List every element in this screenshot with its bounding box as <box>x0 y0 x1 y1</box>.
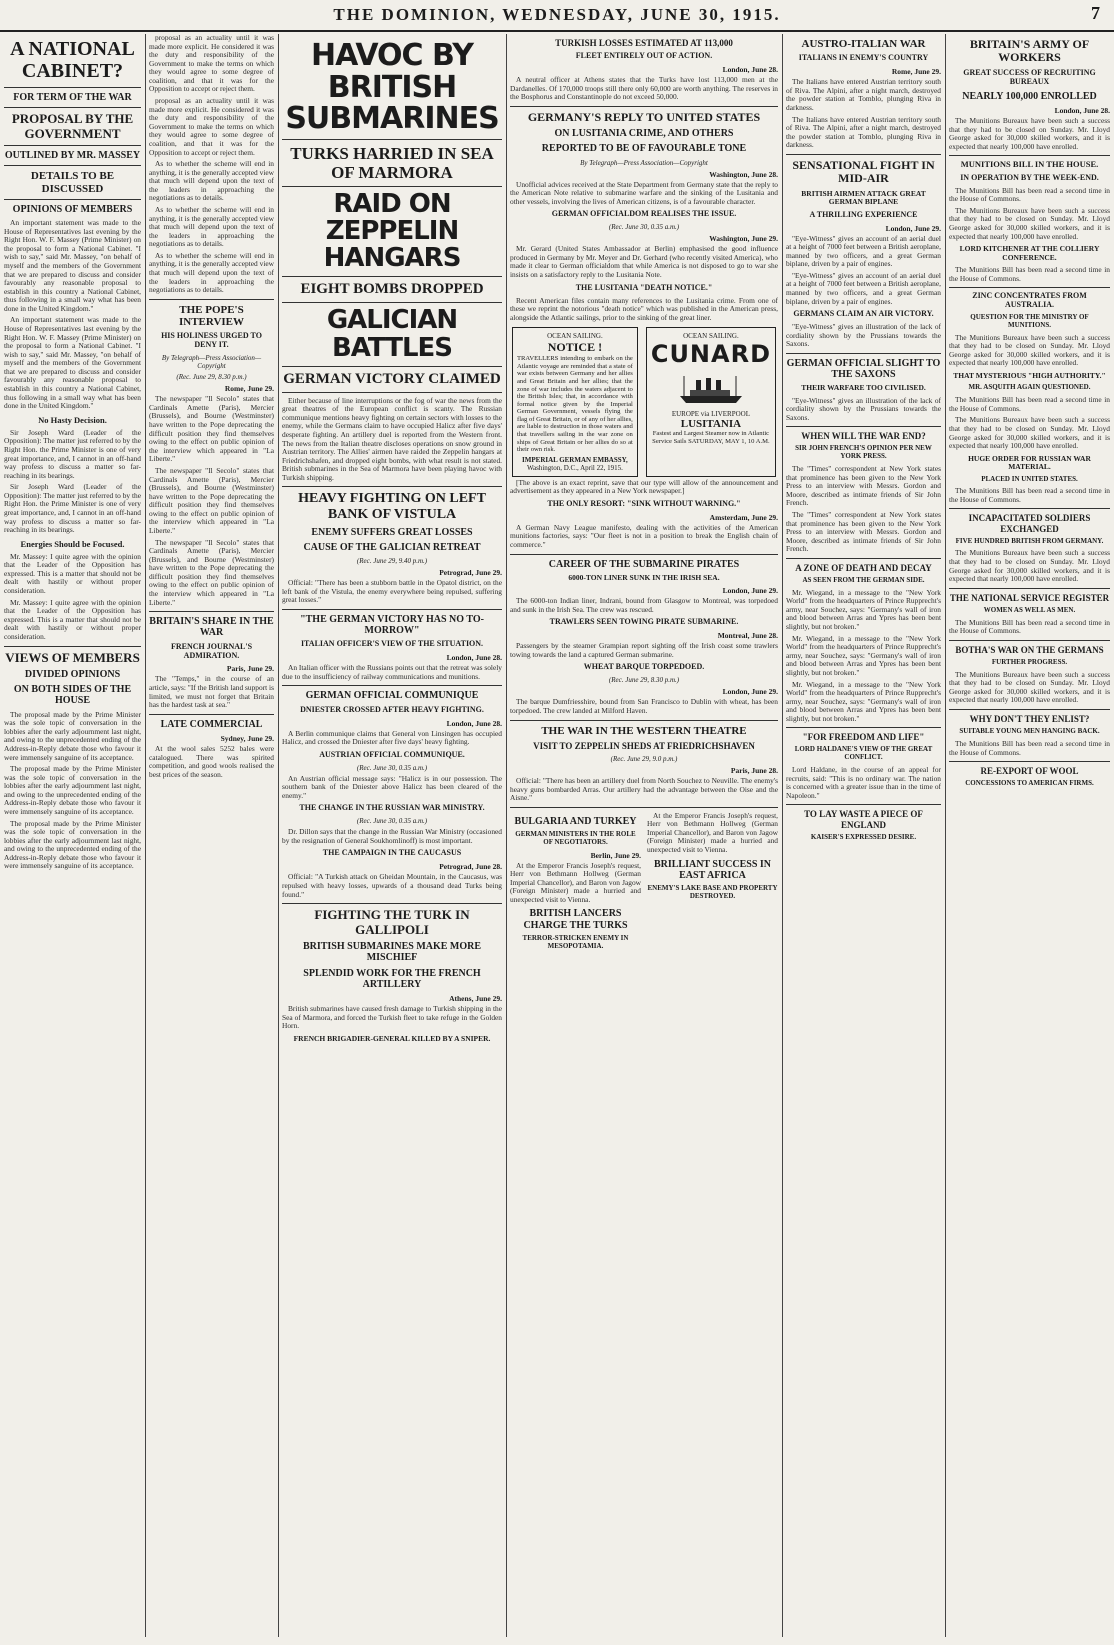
dateline: London, June 28. <box>722 65 778 75</box>
subheading: ITALIANS IN ENEMY'S COUNTRY <box>798 53 929 63</box>
main-headline: HAVOC BY BRITISH SUBMARINES <box>285 38 499 136</box>
article-text: Sir Joseph Ward (Leader of the Opposition): The matter just referred to by the Right Hon. the Prime Minister is one of very great importance, and, I cannot in an off-hand way profess to discuss a matter so far-reaching in its bearings. <box>4 482 141 535</box>
ad-label: OCEAN SAILING. <box>547 332 603 341</box>
dateline: Paris, June 28. <box>730 765 778 775</box>
article-text: As to whether the scheme will end in anything, it is the generally accepted view that much will depend upon the text of the leaders in approaching the negotiations as to details. <box>149 204 274 249</box>
subheading: AS SEEN FROM THE GERMAN SIDE. <box>802 575 925 584</box>
dateline: Sydney, June 29. <box>220 733 274 743</box>
cunard-ship: LUSITANIA <box>680 418 742 431</box>
cunard-route: EUROPE via LIVERPOOL <box>671 410 750 419</box>
article-text: The Italians have entered Austrian territory south of Riva. The Alpini, after a night march, destroyed the powder station at Tomblo, plunging Riva in darkness. <box>786 77 941 112</box>
article-headline: THE LUSITANIA "DEATH NOTICE." <box>575 282 713 292</box>
article-text: At the Emperor Francis Joseph's request, Herr von Bethmann Hollweg (German Imperial Chancellor), and Baron von Jagow (Foreign Minister) made a hurried and unexpected visit to Vienna. <box>647 810 778 855</box>
byline: By Telegraph—Press Association—Copyright <box>580 158 708 167</box>
subheading: ON LUSITANIA CRIME, AND OTHERS <box>554 128 734 140</box>
column-2 <box>149 34 274 1637</box>
column-5 <box>786 34 941 1637</box>
article-text: The newspaper "Il Secolo" states that Cardinals Amette (Paris), Mercier (Brussels), and Bourne (Westminster) have written to the Pope deprecating the difficult position they find themselves owing to the effect on public opinion of the interview which appeared in "La Liberte." <box>149 537 274 607</box>
column-4 <box>510 34 778 1637</box>
article-headline: GERMANY'S REPLY TO UNITED STATES <box>527 109 761 124</box>
article-headline: HEAVY FIGHTING ON LEFT BANK OF VISTULA <box>298 491 486 523</box>
column-rule <box>278 34 279 1637</box>
article-text: At the Emperor Francis Joseph's request, Herr von Bethmann Hollweg (German Imperial Chancellor), and Baron von Jagow (Foreign Minister) made a hurried and unexpected visit to Vienna. <box>510 860 641 904</box>
dateline: Petrograd, June 29. <box>439 568 502 578</box>
article-text: The proposal made by the Prime Minister was the sole topic of conversation in the lobbies after the early adjournment last night, and owing to the unprecedented ending of the Address-in-Reply debate those who favour it were immensely sanguine of its acceptance. <box>4 764 141 816</box>
article-text: "Eye-Witness" gives an illustration of the lack of cordiality shown by the Prussians towards the Saxons. <box>786 395 941 422</box>
article-text: An important statement was made to the House of Representatives last evening by the Right Hon. W. F. Massey (Prime Minister) on the proposal to form a National Cabinet. "I wish to say," said Mr. Massey, "on behalf of myself and the members of the Government that we are prepared to discuss and consider favourably any reasonable proposal to establish in this country a National Cabinet, thus following in a small way what has been done in the United Kingdom." <box>4 218 141 313</box>
subheading: MR. ASQUITH AGAIN QUESTIONED. <box>968 383 1091 392</box>
subheading: EIGHT BOMBS DROPPED <box>300 281 484 298</box>
main-headline: RAID ON ZEPPELIN HANGARS <box>323 188 461 274</box>
subheading: PROPOSAL BY THE GOVERNMENT <box>11 110 134 141</box>
subheading: BRITISH SUBMARINES MAKE MORE MISCHIEF <box>302 941 482 964</box>
article-headline: SENSATIONAL FIGHT IN MID-AIR <box>792 157 935 186</box>
article-headline: ZINC CONCENTRATES FROM AUSTRALIA. <box>972 291 1087 310</box>
article-text: The newspaper "Il Secolo" states that Cardinals Amette (Paris), Mercier (Brussels), and Bourne (Westminster) have written to the Pope deprecating the difficult position they find themselves owing to the effect on public opinion of the interview which appeared in "La Liberte." <box>149 465 274 535</box>
article-headline: WHEN WILL THE WAR END? <box>801 431 926 442</box>
column-6 <box>949 34 1110 1637</box>
subheading: SPLENDID WORK FOR THE FRENCH ARTILLERY <box>303 967 481 990</box>
subheading: HIS HOLINESS URGED TO DENY IT. <box>161 331 262 350</box>
article-headline: TURKISH LOSSES ESTIMATED AT 113,000 <box>555 38 733 48</box>
received-time: (Rec. June 30, 0.35 a.m.) <box>356 817 428 826</box>
article-text: As to whether the scheme will end in anything, it is the generally accepted view that much will depend upon the text of the leaders in approaching the negotiations as to details. <box>149 250 274 295</box>
german-embassy-notice <box>512 327 638 477</box>
article-headline: THE WAR IN THE WESTERN THEATRE <box>541 724 747 737</box>
article-headline: VIEWS OF MEMBERS <box>5 649 140 665</box>
article-headline: "FOR FREEDOM AND LIFE" <box>802 732 925 743</box>
article-text: The "Temps," in the course of an article, says: "If the British land support is limited, we must not forget that Britain has the hardest task at sea." <box>149 674 274 710</box>
article-headline: HUGE ORDER FOR RUSSIAN WAR MATERIAL. <box>968 453 1091 472</box>
article-text: Mr. Wiegand, in a message to the "New York World" from the headquarters of Prince Rupprecht's army, near Souchez, says: "Germany's wall of iron and blood between Arras and Ypres has been bent slightly, but not broken." <box>786 679 941 723</box>
article-text: The Munitions Bill has been read a second time in the House of Commons. <box>949 617 1110 636</box>
dateline: London, June 28. <box>446 653 502 663</box>
subheading: ENEMY SUFFERS GREAT LOSSES <box>311 526 473 538</box>
article-text: The Italians have entered Austrian territory south of Riva. The Alpini, after a night march, destroyed the powder station at Tomblo, plunging Riva in darkness. <box>786 114 941 150</box>
subheading: ENEMY'S LAKE BASE AND PROPERTY DESTROYED. <box>647 883 778 900</box>
article-text: Official: "A Turkish attack on Gheidan Mountain, in the Caucasus, was repulsed with heavy losses, upwards of a thousand dead Turks being found." <box>282 872 502 899</box>
column-rule <box>782 34 783 1637</box>
subheading: CONCESSIONS TO AMERICAN FIRMS. <box>965 779 1094 788</box>
article-headline: BRILLIANT SUCCESS IN EAST AFRICA <box>653 858 772 881</box>
subheading: PLACED IN UNITED STATES. <box>981 474 1078 483</box>
subheading: GERMAN MINISTERS IN THE ROLE OF NEGOTIATORS. <box>515 829 636 846</box>
article-headline: LORD KITCHENER AT THE COLLIERY CONFERENCE. <box>959 244 1100 262</box>
article-text: Passengers by the steamer Grampian report sighting off the Irish coast some trawlers towing towards the land a captured German submarine. <box>510 641 778 659</box>
notice-date: Washington, D.C., April 22, 1915. <box>526 463 623 472</box>
dateline: Athens, June 29. <box>449 993 502 1003</box>
cunard-title: CUNARD <box>650 340 771 369</box>
article-text: proposal as an actuality until it was made more explicit. He considered it was the duty and responsibility of the Government to make the terms on which they would agree to some degree of coalition, and that it was for the Opposition to accept or reject them. <box>149 96 274 157</box>
received-time: (Rec. June 30, 0.35 a.m.) <box>356 763 428 772</box>
dateline: Paris, June 29. <box>226 664 274 674</box>
article-text: As to whether the scheme will end in anything, it is the generally accepted view that much will depend upon the text of the leaders in approaching the negotiations as to details. <box>149 159 274 203</box>
article-text: The Munitions Bureaux have been such a success that they had to be closed on Sunday. Mr. Lloyd George asked for 30,000 skilled workers, and it is expected that nearly 100,000 have enrolled. <box>949 415 1110 451</box>
article-text: An Austrian official message says: "Halicz is in our possession. The southern bank of the Dniester above Halicz has been cleared of the enemy." <box>282 773 502 800</box>
subheading: OPINIONS OF MEMBERS <box>12 203 133 215</box>
notice-title: NOTICE ! <box>547 340 603 355</box>
subheading: THEIR WARFARE TOO CIVILISED. <box>801 383 926 393</box>
article-text: Unofficial advices received at the State Department from Germany state that the reply to the American Note relative to submarine warfare and the sinking of the Lusitania and other vessels, involving the lives of American citizens, is of a favourable character. <box>510 179 778 206</box>
article-text: British submarines have caused fresh damage to Turkish shipping in the Sea of Marmora, and forced the Turkish fleet to take refuge in the Golden Horn. <box>282 1003 502 1031</box>
article-text: The newspaper "Il Secolo" states that Cardinals Amette (Paris), Mercier (Brussels), and Bourne (Westminster) have written to the Pope deprecating the difficult position they find themselves owing to the effect on public opinion of the interview which appeared in "La Liberte." <box>149 394 274 464</box>
article-text: Mr. Wiegand, in a message to the "New York World" from the headquarters of Prince Rupprecht's army, near Souchez, says: "Germany's wall of iron and blood between Arras and Ypres has been bent slightly, but not broken." <box>786 633 941 677</box>
dateline: Montreal, June 28. <box>717 631 778 641</box>
article-headline: INCAPACITATED SOLDIERS EXCHANGED <box>968 513 1091 534</box>
subheading: ITALIAN OFFICER'S VIEW OF THE SITUATION. <box>300 639 484 649</box>
article-text: The "Times" correspondent at New York states that prominence has been given to the New York Press to an interview with Messrs. Gordon and Moore, described as intimate friends of Sir John French. <box>786 464 941 508</box>
masthead-title: THE DOMINION, WEDNESDAY, JUNE 30, 1915. <box>333 5 781 24</box>
article-text: An important statement was made to the House of Representatives last evening by the Right Hon. W. F. Massey (Prime Minister) on the proposal to form a National Cabinet. "I wish to say," said Mr. Massey, "on behalf of myself and the members of the Government that we are prepared to discuss and consider favourably any reasonable proposal to establish in this country a National Cabinet, thus following in a small way what has been done in the United Kingdom." <box>4 315 141 411</box>
minor-heading: No Hasty Decision. <box>38 414 107 425</box>
article-text: The Munitions Bill has been read a second time in the House of Commons. <box>949 738 1110 757</box>
subheading: NEARLY 100,000 ENROLLED <box>962 90 1097 102</box>
article-text: The barque Dumfriesshire, bound from San Francisco to Dublin with wheat, has been torpedoed. The crew landed at Milford Haven. <box>510 697 778 715</box>
subheading: GERMAN VICTORY CLAIMED <box>283 370 501 387</box>
received-time: (Rec. June 29, 9.40 p.m.) <box>356 557 428 566</box>
subheading: FRENCH JOURNAL'S ADMIRATION. <box>170 641 253 660</box>
article-headline: AUSTRIAN OFFICIAL COMMUNIQUE. <box>319 749 465 759</box>
subheading: SIR JOHN FRENCH'S OPINION PER NEW YORK PRESS. <box>795 444 932 461</box>
subheading: DNIESTER CROSSED AFTER HEAVY FIGHTING. <box>300 704 484 714</box>
split-section <box>510 812 778 955</box>
article-headline: BULGARIA AND TURKEY <box>514 815 637 827</box>
subheading: DIVIDED OPINIONS <box>24 669 121 681</box>
subheading: WOMEN AS WELL AS MEN. <box>983 605 1076 614</box>
article-text: The Munitions Bureaux have been such a success that they had to be closed on Sunday. Mr. Lloyd George asked for 30,000 skilled workers, and it is expected that nearly 100,000 have enrolled. <box>949 332 1110 368</box>
byline: By Telegraph—Press Association—Copyright <box>161 354 262 371</box>
article-text: The Munitions Bureaux have been such a success that they had to be closed on Sunday. Mr. Lloyd George asked for 30,000 skilled workers, and it is expected that nearly 100,000 have enrolled. <box>949 669 1110 705</box>
article-headline: THE ONLY RESORT: "SINK WITHOUT WARNING." <box>547 498 741 508</box>
article-text: Either because of line interruptions or the fog of war the news from the great theatres of the European conflict is scanty. The Russian communique mentions heavy fighting on certain sectors with losses to the enemy, while the Germans claim to have occupied Halicz after five days' desperate fighting. An artillery duel is reported from the Western front. The news from the Italian theatre discloses operations on snow ground in Austrian territory. The Allies' airmen have raided the Zeppelin hangars at Friedrichshafen, and dropped eight bombs, with what result is not stated. British submarines in the Sea of Marmora have been playing havoc with Turkish shipping. <box>282 395 502 482</box>
subheading: ON BOTH SIDES OF THE HOUSE <box>13 684 132 707</box>
subheading: CAUSE OF THE GALICIAN RETREAT <box>303 541 481 553</box>
dateline: Washington, June 28. <box>709 169 778 179</box>
article-headline: THE CAMPAIGN IN THE CAUCASUS <box>322 848 462 858</box>
article-headline: BRITISH LANCERS CHARGE THE TURKS <box>523 908 628 931</box>
column-3 <box>282 34 502 1637</box>
received-time: (Rec. June 30, 0.35 a.m.) <box>608 223 680 232</box>
subheading: KAISER'S EXPRESSED DESIRE. <box>810 832 917 841</box>
article-headline: THE CHANGE IN THE RUSSIAN WAR MINISTRY. <box>299 803 485 813</box>
main-headline: GALICIAN BATTLES <box>326 305 458 363</box>
subheading: SUITABLE YOUNG MEN HANGING BACK. <box>959 727 1100 736</box>
article-text: Mr. Wiegand, in a message to the "New York World" from the headquarters of Prince Rupprecht's army, near Souchez, says: "Germany's wall of iron and blood between Arras and Ypres has been bent slightly, but not broken." <box>786 587 941 632</box>
page-number: 7 <box>1091 3 1100 23</box>
article-headline: AUSTRO-ITALIAN WAR <box>801 38 926 50</box>
article-text: Mr. Gerard (United States Ambassador at Berlin) emphasised the good influence produced in Germany by Mr. Meyer and Dr. Gerhard (who recently visited America), who made it clear to German officialdom that while America is not disposed to go to war she insists on a satisfactory reply to the Lusitania Note. <box>510 244 778 279</box>
article-text: The Munitions Bill has been read a second time in the House of Commons. <box>949 185 1110 204</box>
subheading: FLEET ENTIRELY OUT OF ACTION. <box>575 51 713 61</box>
dateline: London, June 29. <box>885 223 941 233</box>
subheading: LORD HALDANE'S VIEW OF THE GREAT CONFLICT. <box>794 745 933 762</box>
article-text: Dr. Dillon says that the change in the Russian War Ministry (occasioned by the resignation of General Soukhomlinoff) is most important. <box>282 827 502 845</box>
column-rule <box>506 34 507 1637</box>
article-headline: THE POPE'S INTERVIEW <box>178 303 245 329</box>
dateline: Washington, June 29. <box>709 234 778 244</box>
article-headline: GERMAN OFFICIAL SLIGHT TO THE SAXONS <box>786 357 941 380</box>
subheading: A THRILLING EXPERIENCE <box>809 209 918 219</box>
article-headline: CAREER OF THE SUBMARINE PIRATES <box>548 558 740 570</box>
article-text: The Munitions Bureaux have been such a success that they had to be closed on Sunday. Mr. Lloyd George asked for 30,000 skilled workers, and it is expected that nearly 100,000 have enrolled. <box>949 548 1110 584</box>
subheading: QUESTION FOR THE MINISTRY OF MUNITIONS. <box>970 313 1089 329</box>
article-headline: BRITAIN'S ARMY OF WORKERS <box>969 37 1090 65</box>
article-text: The "Times" correspondent at New York states that prominence has been given to the New York Press to an interview with Messrs. Gordon and Moore, described as intimate friends of Sir John French. <box>786 509 941 554</box>
minor-heading: Energies Should be Focused. <box>20 538 125 549</box>
ship-icon <box>676 372 746 406</box>
article-headline: FIGHTING THE TURK IN GALLIPOLI <box>314 907 470 937</box>
article-text: The 6000-ton Indian liner, Indrani, bound from Glasgow to Montreal, was torpedoed and sunk in the Irish Sea. The crew was rescued. <box>510 596 778 614</box>
article-headline: WHEAT BARQUE TORPEDOED. <box>583 662 705 672</box>
bulgaria-article <box>510 812 641 955</box>
subheading: DETAILS TO BE DISCUSSED <box>30 170 115 195</box>
subheading: TERROR-STRICKEN ENEMY IN MESOPOTAMIA. <box>522 933 629 950</box>
subheading: FURTHER PROGRESS. <box>991 657 1068 666</box>
received-time: (Rec. June 29, 8.30 p.m.) <box>176 373 247 382</box>
article-text: The Munitions Bill has been read a second time in the House of Commons. <box>949 486 1110 504</box>
received-time: (Rec. June 29, 9.0 p.m.) <box>610 754 678 763</box>
dateline: London, June 29. <box>722 687 778 697</box>
article-headline: TRAWLERS SEEN TOWING PIRATE SUBMARINE. <box>549 617 739 627</box>
article-headline: TO LAY WASTE A PIECE OF ENGLAND <box>804 809 923 830</box>
article-text: The proposal made by the Prime Minister was the sole topic of conversation in the lobbies after the early adjournment last night, and owing to the unprecedented ending of the Address-in-Reply debate those who favour it were immensely sanguine of its acceptance. <box>4 709 141 762</box>
subheading: TURKS HARRIED IN SEA OF MARMORA <box>290 143 494 182</box>
dateline: London, June 28. <box>446 718 502 728</box>
dateline: London, June 28. <box>1054 105 1110 115</box>
east-africa-article <box>647 812 778 955</box>
article-text: A Berlin communique claims that General von Linsingen has occupied Halicz, and crossed the Dniester after five days' heavy fighting. <box>282 728 502 747</box>
notice-signature: IMPERIAL GERMAN EMBASSY, <box>522 455 628 464</box>
article-headline: WHY DON'T THEY ENLIST? <box>969 714 1090 725</box>
article-text: "Eye-Witness" gives an account of an aerial duel at a height of 7000 feet between a British aeroplane, manned by two officers, and a great German biplane, driven by a pair of engines. <box>786 270 941 306</box>
article-text: [The above is an exact reprint, save that our type will allow of the announcement and advertisement as they appeared in a New York newspaper.] <box>510 477 778 496</box>
article-text: The Munitions Bill has been read a second time in the House of Commons. <box>949 265 1110 283</box>
article-headline: A NATIONAL CABINET? <box>10 38 135 83</box>
masthead <box>0 0 1114 32</box>
article-text: Official: "There has been a stubborn battle in the Opatol district, on the left bank of the Vistula, the enemy everywhere being repulsed, suffering great losses." <box>282 578 502 605</box>
dateline: Rome, June 29. <box>224 384 274 394</box>
subheading: BRITISH AIRMEN ATTACK GREAT GERMAN BIPLANE <box>801 188 926 207</box>
dateline: London, June 29. <box>722 586 778 596</box>
dateline: Rome, June 29. <box>891 67 941 77</box>
column-rule <box>945 34 946 1637</box>
article-headline: BOTHA'S WAR ON THE GERMANS <box>955 644 1104 655</box>
article-text: Recent American files contain many references to the Lusitania crime. From one of these we reprint the notorious "death notice" which was published in the American press, alongside the Atlantic sailings, prior to the sinking of the great liner. <box>510 295 778 322</box>
subheading: OUTLINED BY MR. MASSEY <box>4 150 141 162</box>
article-headline: FRENCH BRIGADIER-GENERAL KILLED BY A SNIPER. <box>293 1033 491 1043</box>
ad-label: OCEAN SAILING. <box>683 332 739 341</box>
subheading: FOR TERM OF THE WAR <box>13 91 132 103</box>
subheading: VISIT TO ZEPPELIN SHEDS AT FRIEDRICHSHAVEN <box>533 740 755 751</box>
article-text: Lord Haldane, in the course of an appeal for recruits, said: "This is no ordinary war. The nation is concerned with a greater issue than in the time of Napoleon." <box>786 765 941 800</box>
article-headline: RE-EXPORT OF WOOL <box>980 766 1079 777</box>
dateline: Amsterdam, June 29. <box>709 512 778 522</box>
article-text: "Eye-Witness" gives an account of an aerial duel at a height of 7000 feet between a British aeroplane, manned by two officers, and a great German biplane, driven by a pair of engines. <box>786 233 941 269</box>
received-time: (Rec. June 29, 8.30 p.m.) <box>608 676 680 685</box>
advertisement-reprint <box>510 325 778 479</box>
subheading: REPORTED TO BE OF FAVOURABLE TONE <box>541 143 747 155</box>
dateline: Petrograd, June 28. <box>439 862 502 872</box>
article-text: Mr. Massey: I quite agree with the opinion that the Leader of the Opposition has expressed. This is a matter that should not be dealt with hastily or without proper consideration. <box>4 597 141 641</box>
article-text: The Munitions Bill has been read a second time in the House of Commons. <box>949 395 1110 413</box>
article-text: "Eye-Witness" gives an illustration of the lack of cordiality shown by the Prussians towards the Saxons. <box>786 322 941 349</box>
article-text: A German Navy League manifesto, dealing with the activities of the American munitions factories, says: "Our fleet is not in a position to break the English chain of commerce." <box>510 522 778 550</box>
article-headline: BRITAIN'S SHARE IN THE WAR <box>149 616 274 639</box>
subheading: GREAT SUCCESS OF RECRUITING BUREAUX <box>963 67 1096 86</box>
dateline: Berlin, June 29. <box>590 850 641 860</box>
article-headline: "THE GERMAN VICTORY HAS NO TO-MORROW" <box>300 613 484 637</box>
article-text: Mr. Massey: I quite agree with the opinion that the Leader of the Opposition has expressed. This is a matter that should not be dealt with hastily or without proper consideration. <box>4 551 141 596</box>
article-headline: MUNITIONS BILL IN THE HOUSE. <box>960 159 1099 170</box>
subheading: IN OPERATION BY THE WEEK-END. <box>960 172 1099 182</box>
article-text: The Munitions Bureaux have been such a success that they had to be closed on Sunday. Mr. Lloyd George asked for 30,000 skilled workers, and it is expected that nearly 100,000 have enrolled. <box>949 205 1110 241</box>
notice-text: TRAVELLERS intending to embark on the Atlantic voyage are reminded that a state of war exists between Germany and her allies and Great Britain and her allies; that the zone of war includes the waters adjacent to the British Isles; that, in accordance with formal notice given by the Imperial German Government, vessels flying the flag of Great Britain, or of any of her allies, are liable to destruction in those waters and that travellers sailing in the war zone on ships of Great Britain or her allies do so at their own risk. <box>517 355 633 454</box>
article-headline: GERMAN OFFICIAL COMMUNIQUE <box>305 690 479 702</box>
article-headline: THAT MYSTERIOUS "HIGH AUTHORITY." <box>953 371 1106 381</box>
article-headline: LATE COMMERCIAL <box>160 718 263 730</box>
article-text: Sir Joseph Ward (Leader of the Opposition): The matter just referred to by the Right Hon. the Prime Minister is one of very great importance, and, I cannot in an off-hand way profess to discuss a matter so far-reaching in its bearings. <box>4 427 141 480</box>
article-text: proposal as an actuality until it was made more explicit. He considered it was the duty and responsibility of the Government to make the terms on which they would agree to some degree of coalition, and that it was for the Opposition to accept or reject them. <box>149 34 274 94</box>
column-rule <box>145 34 146 1637</box>
subheading: 6000-TON LINER SUNK IN THE IRISH SEA. <box>568 572 720 582</box>
subheading: FIVE HUNDRED BRITISH FROM GERMANY. <box>955 536 1104 545</box>
article-headline: A ZONE OF DEATH AND DECAY <box>795 562 932 573</box>
article-headline: GERMAN OFFICIALDOM REALISES THE ISSUE. <box>551 209 737 219</box>
article-headline: THE NATIONAL SERVICE REGISTER <box>949 592 1110 603</box>
article-text: Official: "There has been an artillery duel from North Souchez to Neuville. The enemy's heavy guns bombarded Arras. Our artillery had the advantage between the Oise and the Aisne." <box>510 775 778 803</box>
article-text: The proposal made by the Prime Minister was the sole topic of conversation in the lobbies after the early adjournment last night, and owing to the unprecedented ending of the Address-in-Reply debate those who favour it were immensely sanguine of its acceptance. <box>4 818 141 871</box>
article-text: A neutral officer at Athens states that the Turks have lost 113,000 men at the Dardanelles. Of 170,000 troops still there only 60,000 are worth anything. The reserves in the Bosphorus and Constantinople do not exceed 50,000. <box>510 75 778 102</box>
article-text: The Munitions Bureaux have been such a success that they had to be closed on Sunday. Mr. Lloyd George asked for 30,000 skilled workers, and it is expected that nearly 100,000 have enrolled. <box>949 115 1110 151</box>
article-headline: GERMANS CLAIM AN AIR VICTORY. <box>793 309 934 319</box>
article-text: An Italian officer with the Russians points out that the retreat was solely due to the insufficiency of railway communications and munitions. <box>282 663 502 681</box>
column-1 <box>4 34 141 1637</box>
article-text: At the wool sales 5252 bales were catalogued. There was spirited competition, and good wools realised the best prices of the season. <box>149 743 274 779</box>
cunard-text: Fastest and Largest Steamer now in Atlantic Service Sails SATURDAY, MAY 1, 10 A.M. <box>652 430 770 445</box>
cunard-advertisement <box>646 327 776 477</box>
